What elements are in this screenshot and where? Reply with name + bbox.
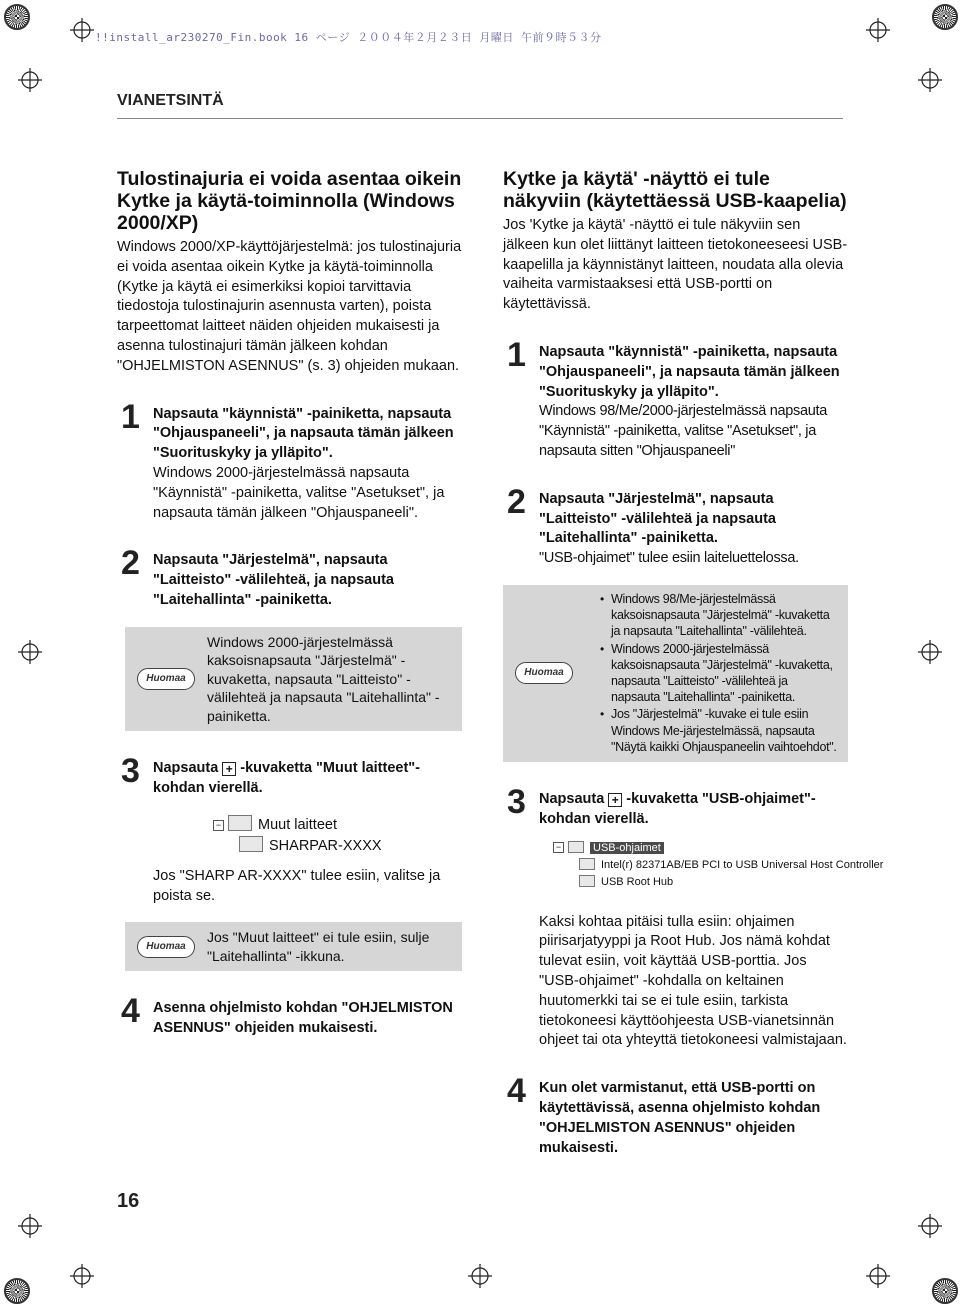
- right-step-4: [503, 1072, 848, 1158]
- step-title-part-a: Napsauta: [539, 790, 605, 807]
- left-heading: Tulostinajuria ei voida asentaa oikein Kytke ja käytä-toiminnolla (Windows 2000/XP): [117, 168, 462, 234]
- usb-icon: [568, 841, 584, 853]
- unknown-device-icon: [239, 836, 263, 852]
- note-text: Windows 2000-järjestelmässä kaksoisnapsauta "Järjestelmä" -kuvaketta, napsauta "Laitteisto" -välilehteä ja napsauta "Laitehallinta" -painiketta.: [207, 633, 440, 724]
- step-title: Napsauta "käynnistä" -painiketta, napsauta "Ohjauspaneeli", ja napsauta tämän jälkeen "Suorituskyky ja ylläpito".: [153, 405, 454, 462]
- tree-row-root-hub: [553, 874, 848, 891]
- note-icon: Huomaa: [137, 936, 195, 958]
- tree-row-usb-controllers: [553, 840, 848, 857]
- tree-label: Intel(r) 82371AB/EB PCI to USB Universal Host Controller: [601, 858, 884, 871]
- right-step-3-body: [503, 913, 848, 1052]
- right-intro: Jos 'Kytke ja käytä' -näyttö ei tule näkyviin sen jälkeen kun olet liittänyt laitteen tietokoneeseesi USB-kaapelilla ja käynnistänyt laitteen, noudata alla olevia vaiheita varmistaaksesi että USB-portti on käytettävissä.: [503, 217, 848, 313]
- note-list: [599, 591, 838, 755]
- left-step-2: [117, 544, 462, 610]
- left-column: [117, 168, 462, 1039]
- step-number: 3: [507, 782, 526, 821]
- step-number: 1: [121, 397, 140, 436]
- tree-label-selected: USB-ohjaimet: [590, 842, 664, 854]
- left-step-3: [117, 752, 462, 799]
- device-tree-screenshot: [213, 815, 462, 857]
- right-step-1: [503, 335, 848, 462]
- note-text: Jos "Muut laitteet" ei tule esiin, sulje "Laitehallinta" -ikkuna.: [207, 929, 430, 964]
- step-title: Napsauta "Järjestelmä", napsauta "Laitteisto" -välilehteä ja napsauta "Laitehallinta" -painiketta.: [539, 490, 776, 547]
- page-number: 16: [117, 1190, 140, 1212]
- step-body: Kaksi kohtaa pitäisi tulla esiin: ohjaimen piirisarjatyyppi ja Root Hub. Jos nämä kohdat tulevat esiin, voit käyttää USB-porttia. Jos "USB-ohjaimet" -kohdalla on keltainen huutomerkki tai se ei tule esiin, tarkista tietokoneesi käyttöohjeesta USB-vianetsinnän ohjeet tai ota yhteyttä tietokoneesi valmistajaan.: [539, 913, 847, 1049]
- note-list-item: • Jos "Järjestelmä" -kuvake ei tule esiin Windows Me-järjestelmässä, napsauta "Näytä kaikki Ohjauspaneelin vaihtoehdot".: [611, 706, 838, 755]
- step-number: 4: [507, 1072, 526, 1111]
- step-title-part-a: Napsauta: [153, 760, 219, 777]
- left-intro: Windows 2000/XP-käyttöjärjestelmä: jos tulostinajuria ei voida asentaa oikein Kytke ja käytä-toiminnolla (Kytke ja käytä ei esimerkiksi kopioi tarvittavia tiedostoja tulostinajurin asennusta varten), poista tarpeettomat laitteet näiden ohjeiden mukaisesti ja asenna tulostinajuri tämän jälkeen kohdan "OHJELMISTON ASENNUS" (s. 3) ohjeiden mukaan.: [117, 239, 462, 374]
- usb-device-icon: [579, 858, 595, 870]
- registration-rosette-top-right: [932, 4, 958, 30]
- tree-label: SHARPAR-XXXX: [269, 837, 382, 854]
- step-title-part-b: -kuvaketta "Muut laitteet"-kohdan vierellä.: [153, 760, 421, 797]
- step-title: Napsauta "käynnistä" -painiketta, napsauta "Ohjauspaneeli", ja napsauta tämän jälkeen "Suorituskyky ja ylläpito".: [539, 343, 840, 400]
- section-label: VIANETSINTÄ: [117, 92, 224, 109]
- right-note: [503, 585, 848, 762]
- step-number: 4: [121, 992, 140, 1031]
- section-divider: [117, 118, 843, 119]
- step-title-part-b: -kuvaketta "USB-ohjaimet"-kohdan vierellä.: [539, 790, 816, 827]
- question-device-icon: [228, 815, 252, 831]
- tree-label: USB Root Hub: [601, 875, 674, 888]
- step-title: Napsauta "Järjestelmä", napsauta "Laitteisto" -välilehteä, ja napsauta "Laitehallinta" -painiketta.: [153, 552, 394, 608]
- step-title: [539, 790, 848, 830]
- note-icon: Huomaa: [515, 662, 573, 684]
- step-number: 2: [507, 482, 526, 521]
- tree-row-host-controller: [553, 857, 884, 874]
- left-step-3-body: [117, 867, 462, 907]
- registration-rosette-bottom-left: [4, 1278, 30, 1304]
- step-title: [153, 759, 462, 799]
- step-body: Jos "SHARP AR-XXXX" tulee esiin, valitse ja poista se.: [153, 867, 441, 904]
- step-number: 1: [507, 335, 526, 374]
- usb-tree-screenshot: [553, 840, 884, 891]
- tree-row-sharp: [213, 836, 462, 857]
- step-body: Windows 2000-järjestelmässä napsauta "Käynnistä" -painiketta, valitse "Asetukset", ja napsauta tämän jälkeen "Ohjauspaneeli".: [153, 464, 445, 521]
- note-list-item: • Windows 98/Me-järjestelmässä kaksoisnapsauta "Järjestelmä" -kuvaketta ja napsauta "Laitehallinta" -välilehteä.: [611, 591, 838, 640]
- usb-device-icon: [579, 875, 595, 887]
- left-note-2: [125, 922, 462, 971]
- right-column: [503, 168, 884, 1158]
- step-title: Kun olet varmistanut, että USB-portti on käytettävissä, asenna ohjelmisto kohdan "OHJELMISTON ASENNUS" ohjeiden mukaisesti.: [539, 1080, 821, 1156]
- tree-row-other-devices: [213, 815, 462, 836]
- step-title: Asenna ohjelmisto kohdan "OHJELMISTON ASENNUS" ohjeiden mukaisesti.: [153, 1000, 453, 1037]
- step-number: 3: [121, 752, 140, 791]
- registration-rosette-top-left: [4, 4, 30, 30]
- step-body: "USB-ohjaimet" tulee esiin laiteluettelossa.: [539, 550, 799, 567]
- left-step-4: [117, 992, 462, 1039]
- note-icon: Huomaa: [137, 668, 195, 690]
- print-header: !!install_ar230270_Fin.book 16 ページ ２００４年２月２３日 月曜日 午前９時５３分: [95, 31, 602, 44]
- right-heading: Kytke ja käytä' -näyttö ei tule näkyviin (käytettäessä USB-kaapelia): [503, 168, 847, 212]
- registration-rosette-bottom-right: [932, 1278, 958, 1304]
- expand-plus-icon: +: [608, 793, 622, 807]
- right-step-3: [503, 782, 848, 830]
- collapse-minus-icon: −: [553, 842, 564, 853]
- expand-plus-icon: +: [222, 762, 236, 776]
- step-number: 2: [121, 544, 140, 583]
- collapse-minus-icon: −: [213, 820, 224, 831]
- left-note-1: [125, 627, 462, 732]
- step-body: Windows 98/Me/2000-järjestelmässä napsauta "Käynnistä" -painiketta, valitse "Asetukset", ja napsauta sitten "Ohjauspaneeli": [539, 403, 828, 459]
- tree-label: Muut laitteet: [258, 816, 337, 833]
- note-list-item: • Windows 2000-järjestelmässä kaksoisnapsauta "Järjestelmä" -kuvaketta, napsauta "Laitteisto" -välilehteä ja napsauta "Laitehallinta" -painiketta.: [611, 641, 838, 706]
- left-step-1: [117, 397, 462, 524]
- right-step-2: [503, 482, 848, 569]
